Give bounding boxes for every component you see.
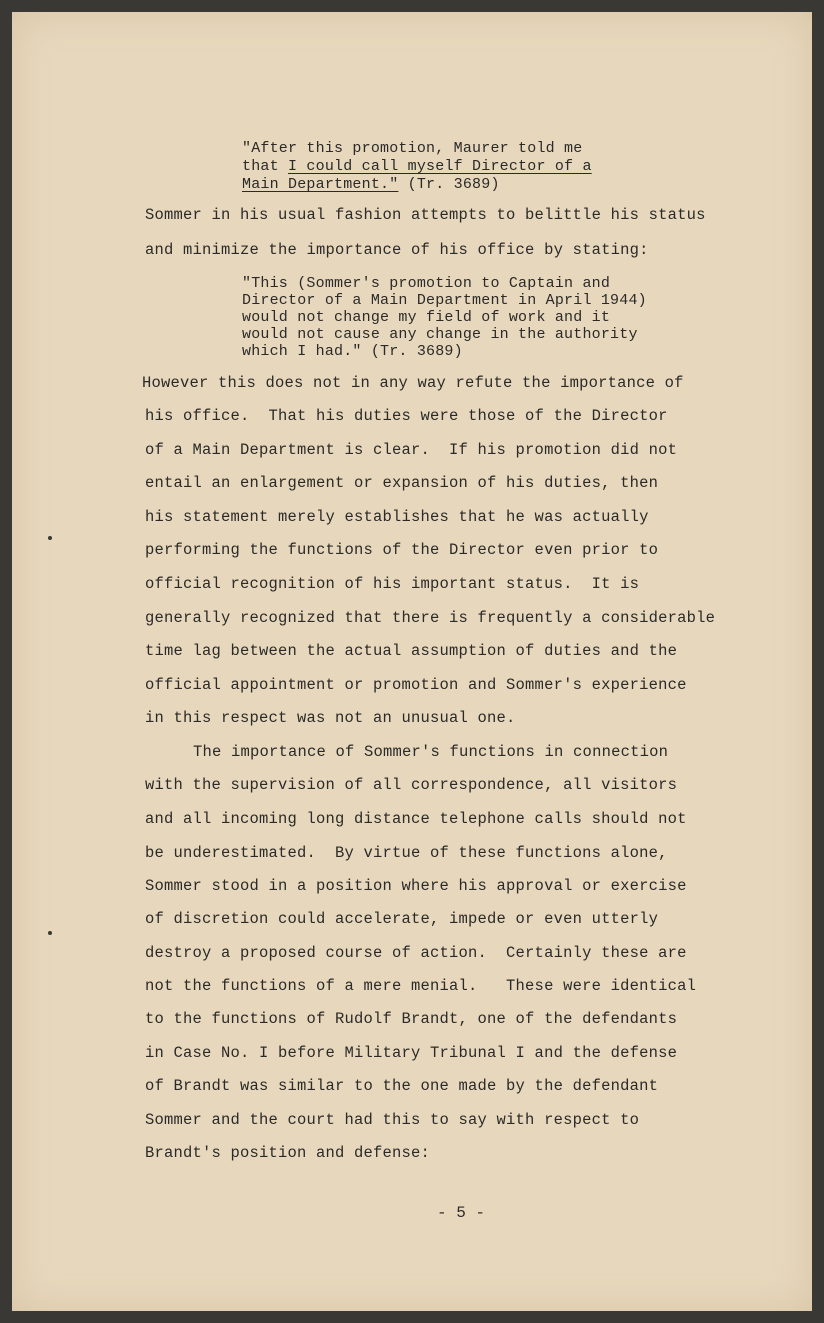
paragraph-line: his office. That his duties were those of the Director bbox=[145, 407, 668, 425]
paragraph-line: official appointment or promotion and Sommer's experience bbox=[145, 676, 687, 694]
quote2-line: would not cause any change in the authority bbox=[242, 326, 638, 343]
paragraph-line: Sommer in his usual fashion attempts to belittle his status bbox=[145, 206, 706, 224]
quote1-line2-prefix: that bbox=[242, 158, 289, 175]
paragraph-line: of discretion could accelerate, impede or even utterly bbox=[145, 910, 659, 928]
paragraph-line: with the supervision of all correspondence, all visitors bbox=[145, 776, 678, 794]
paragraph-line: and all incoming long distance telephone calls should not bbox=[145, 810, 687, 828]
paragraph-line: not the functions of a mere menial. These were identical bbox=[145, 977, 697, 995]
paragraph-line: Sommer and the court had this to say with respect to bbox=[145, 1111, 640, 1129]
paragraph-line: of a Main Department is clear. If his promotion did not bbox=[145, 441, 678, 459]
paragraph-line: official recognition of his important status. It is bbox=[145, 575, 640, 593]
paragraph-line: time lag between the actual assumption of duties and the bbox=[145, 642, 678, 660]
paragraph-line: Brandt's position and defense: bbox=[145, 1144, 431, 1162]
quote2-line: Director of a Main Department in April 1944) bbox=[242, 292, 647, 309]
quote1-line: "After this promotion, Maurer told me bbox=[242, 140, 583, 157]
paragraph-line: his statement merely establishes that he was actually bbox=[145, 508, 649, 526]
page-number: - 5 - bbox=[437, 1204, 486, 1222]
paragraph-line: in Case No. I before Military Tribunal I and the defense bbox=[145, 1044, 678, 1062]
quote1-line bbox=[242, 158, 592, 175]
quote1-line3-suffix: (Tr. 3689) bbox=[398, 176, 500, 193]
quote2-line: which I had." (Tr. 3689) bbox=[242, 343, 463, 360]
quote1-line bbox=[242, 176, 500, 193]
quote1-line2-underlined: I could call myself Director of a bbox=[288, 158, 592, 175]
paragraph-line: However this does not in any way refute the importance of bbox=[142, 374, 684, 392]
quote2-line: would not change my field of work and it bbox=[242, 309, 611, 326]
quote2-line: "This (Sommer's promotion to Captain and bbox=[242, 275, 611, 292]
paragraph-line: to the functions of Rudolf Brandt, one of the defendants bbox=[145, 1010, 678, 1028]
paragraph-line: of Brandt was similar to the one made by the defendant bbox=[145, 1077, 659, 1095]
paragraph-line: Sommer stood in a position where his approval or exercise bbox=[145, 877, 687, 895]
paragraph-line: The importance of Sommer's functions in connection bbox=[193, 743, 669, 761]
paragraph-line: entail an enlargement or expansion of his duties, then bbox=[145, 474, 659, 492]
paper-blemish bbox=[48, 536, 52, 540]
document-page bbox=[12, 12, 812, 1311]
paragraph-line: and minimize the importance of his office by stating: bbox=[145, 241, 649, 259]
paragraph-line: in this respect was not an unusual one. bbox=[145, 709, 516, 727]
paper-blemish bbox=[48, 931, 52, 935]
paragraph-line: generally recognized that there is frequently a considerable bbox=[145, 609, 716, 627]
paragraph-line: destroy a proposed course of action. Certainly these are bbox=[145, 944, 687, 962]
quote1-line3-underlined: Main Department." bbox=[242, 176, 399, 193]
paragraph-line: be underestimated. By virtue of these functions alone, bbox=[145, 844, 668, 862]
paragraph-line: performing the functions of the Director even prior to bbox=[145, 541, 659, 559]
